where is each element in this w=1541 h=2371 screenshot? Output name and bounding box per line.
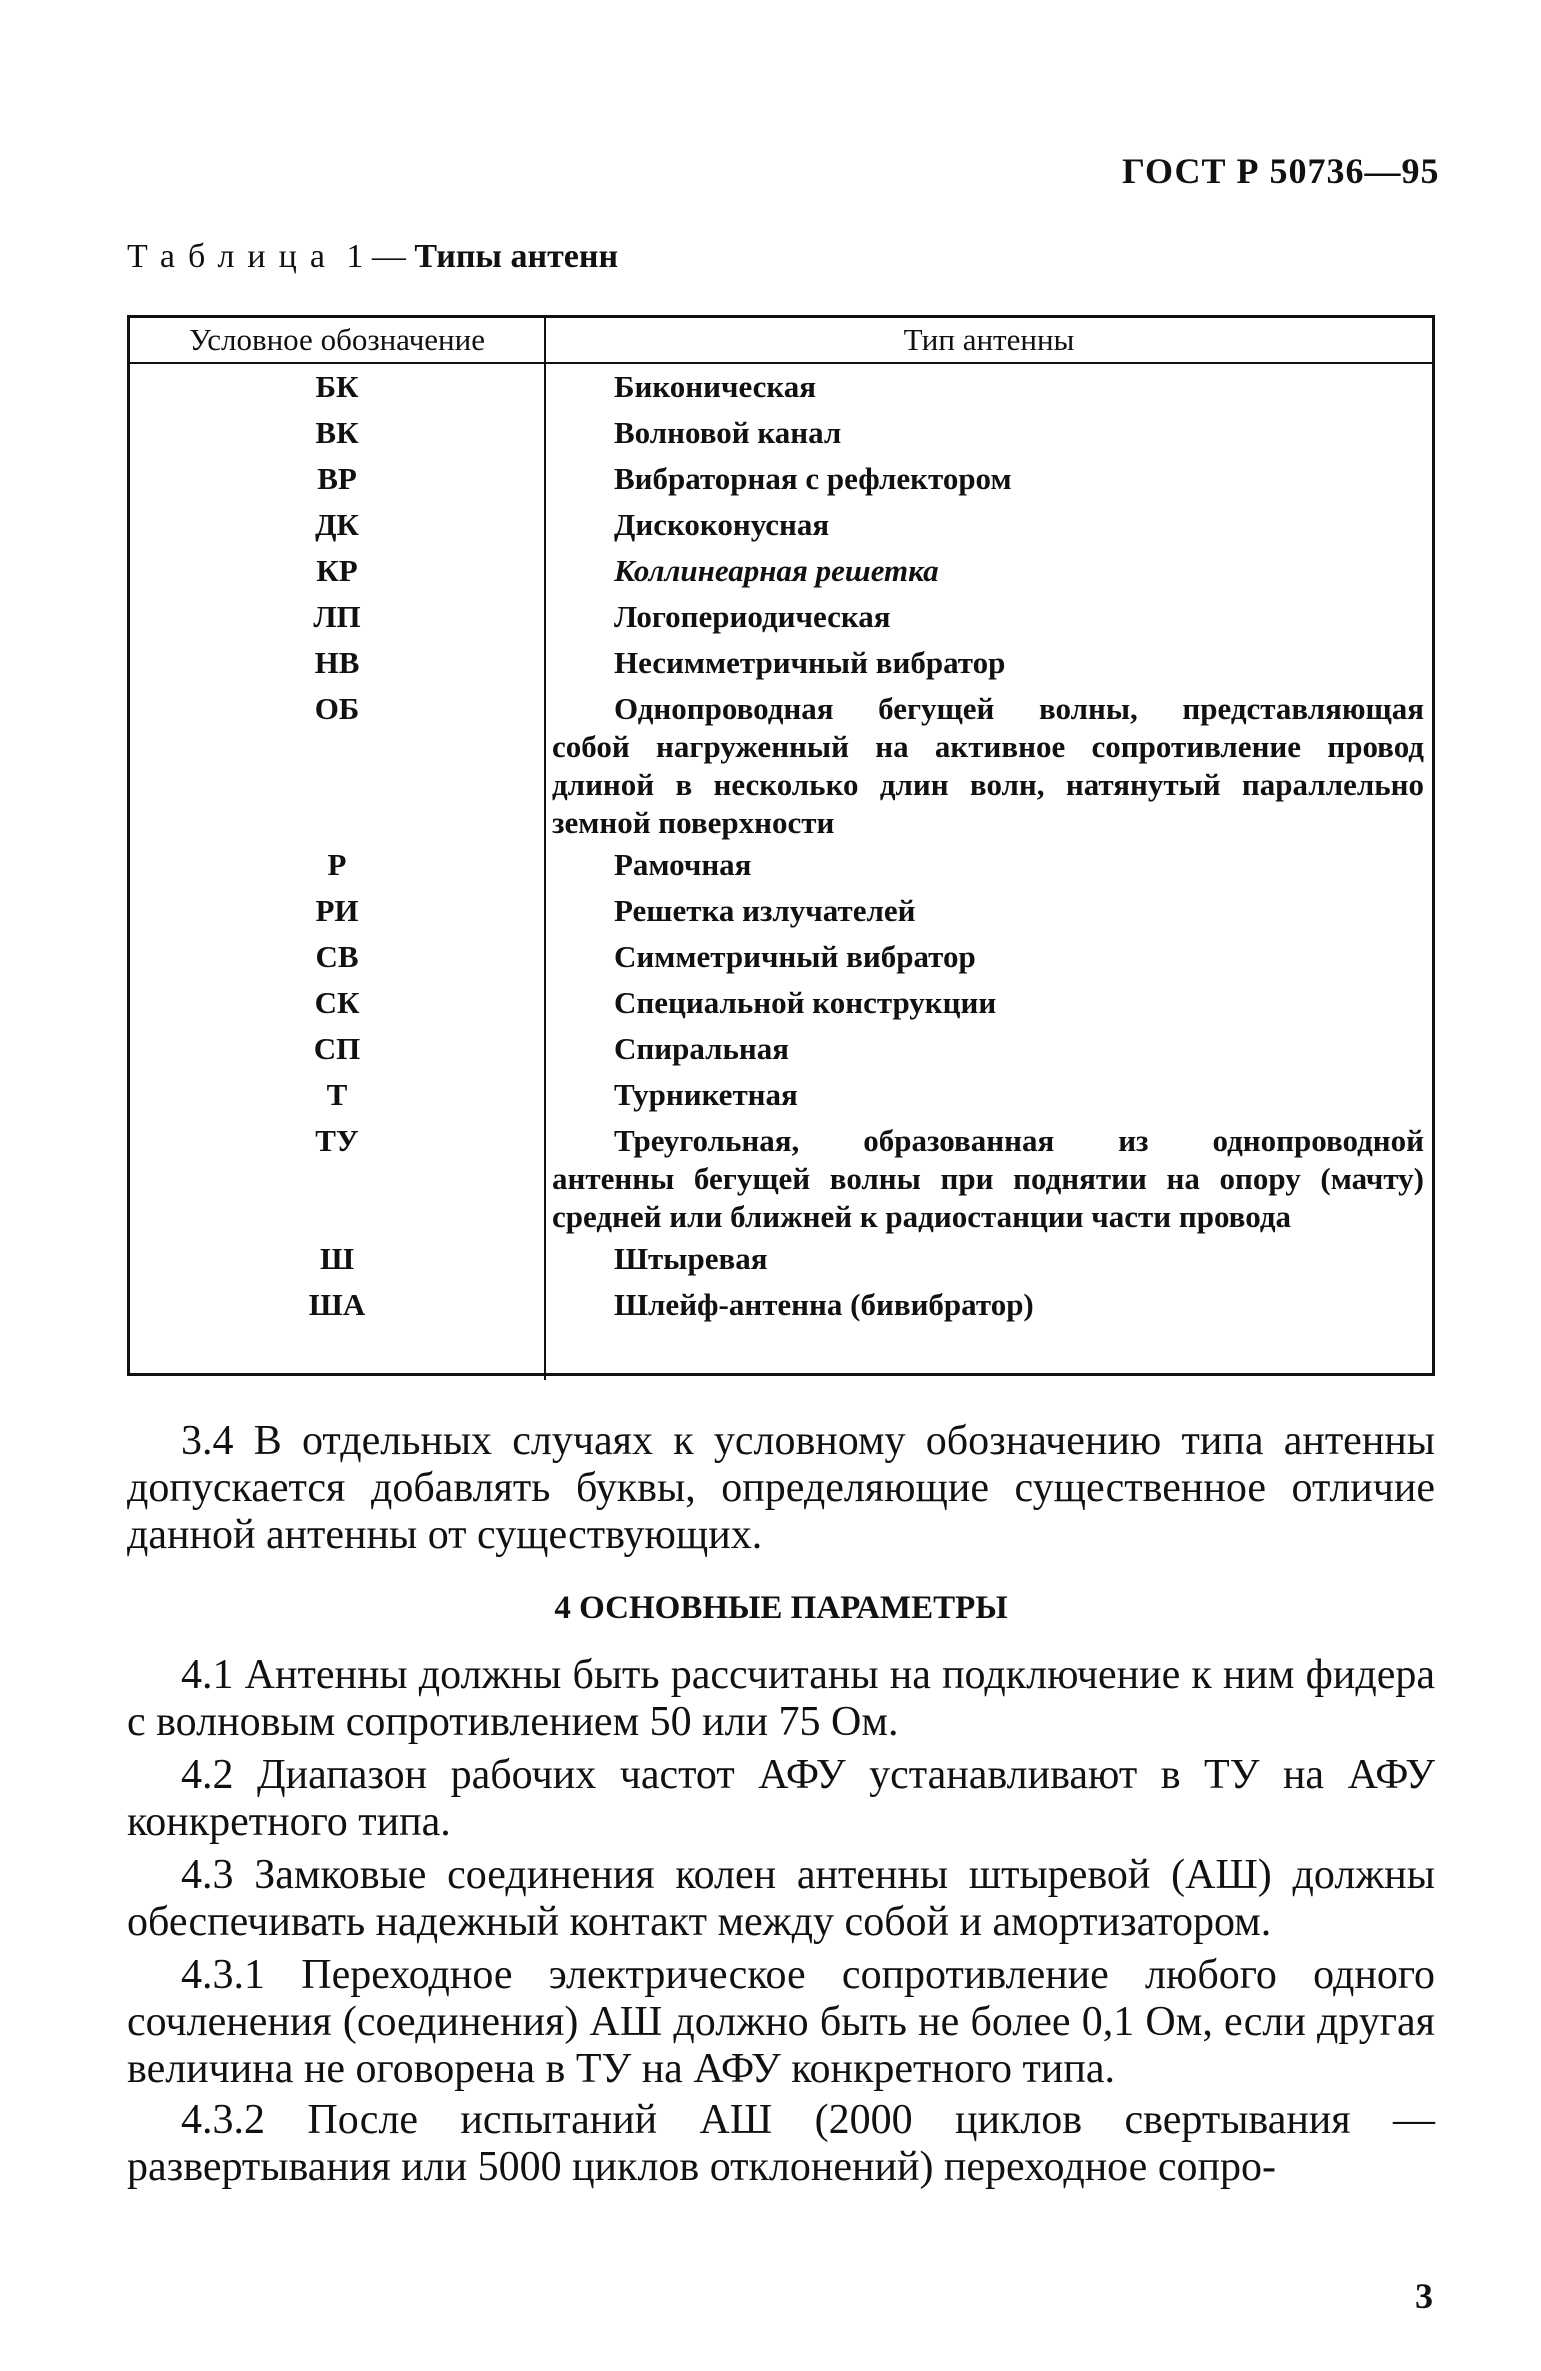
table-row bbox=[130, 1026, 1432, 1072]
antenna-code: ША bbox=[130, 1282, 545, 1328]
antenna-type-text: Логопериодическая bbox=[614, 599, 891, 634]
antenna-type bbox=[545, 363, 1432, 410]
antenna-type-text: Биконическая bbox=[614, 369, 817, 404]
antenna-code: СВ bbox=[130, 934, 545, 980]
antenna-type-text: Турникетная bbox=[614, 1077, 798, 1112]
antenna-code: ВК bbox=[130, 410, 545, 456]
antenna-type bbox=[545, 1282, 1432, 1328]
antenna-type-text: Специальной конструкции bbox=[614, 985, 997, 1020]
antenna-types-table bbox=[127, 315, 1435, 1376]
standard-code: ГОСТ Р 50736—95 bbox=[1122, 151, 1440, 191]
antenna-type bbox=[545, 686, 1432, 842]
antenna-type-text: Шлейф-антенна (бивибратор) bbox=[614, 1287, 1034, 1322]
antenna-code: Ш bbox=[130, 1236, 545, 1282]
table-row bbox=[130, 1236, 1432, 1282]
section-4-body bbox=[127, 1652, 1435, 2191]
table-row bbox=[130, 363, 1432, 410]
antenna-type-text: Спиральная bbox=[614, 1031, 790, 1066]
antenna-type-text: Треугольная, образованная из однопроводной bbox=[614, 1123, 1424, 1158]
table-row bbox=[130, 842, 1432, 888]
antenna-type bbox=[545, 1026, 1432, 1072]
table-row bbox=[130, 686, 1432, 842]
antenna-type bbox=[545, 934, 1432, 980]
table-row bbox=[130, 410, 1432, 456]
table-header-row bbox=[130, 318, 1432, 363]
clause-4-3-1: 4.3.1 Переходное электрическое сопротивление любого одного сочленения (соединения) АШ должно быть не более 0,1 Ом, если другая величина не оговорена в ТУ на АФУ конкретного типа. bbox=[127, 1952, 1435, 2092]
clause-4-3-2: 4.3.2 После испытаний АШ (2000 циклов свертывания — развертывания или 5000 циклов отклонений) переходное сопро- bbox=[127, 2097, 1435, 2190]
antenna-type-continuation: антенны бегущей волны при поднятии на опору (мачту) средней или ближней к радиостанции части провода bbox=[552, 1161, 1424, 1234]
clause-4-1: 4.1 Антенны должны быть рассчитаны на подключение к ним фидера с волновым сопротивлением 50 или 75 Ом. bbox=[127, 1652, 1435, 1745]
antenna-type-text: Вибраторная с рефлектором bbox=[614, 461, 1012, 496]
table-caption-dash: — bbox=[371, 238, 406, 275]
antenna-code: Т bbox=[130, 1072, 545, 1118]
antenna-code: СП bbox=[130, 1026, 545, 1072]
table-row bbox=[130, 934, 1432, 980]
antenna-code: СК bbox=[130, 980, 545, 1026]
antenna-code: РИ bbox=[130, 888, 545, 934]
column-header-type: Тип антенны bbox=[545, 318, 1432, 363]
antenna-type-continuation: собой нагруженный на активное сопротивление провод длиной в несколько длин волн, натянутый параллельно земной поверхности bbox=[552, 729, 1424, 840]
antenna-code: Р bbox=[130, 842, 545, 888]
table-caption-title: Типы антенн bbox=[414, 238, 619, 275]
table-row bbox=[130, 1282, 1432, 1328]
antenna-type-text: Штыревая bbox=[614, 1241, 768, 1276]
table-filler-cell bbox=[545, 1328, 1432, 1380]
clause-4-2: 4.2 Диапазон рабочих частот АФУ устанавливают в ТУ на АФУ конкретного типа. bbox=[127, 1752, 1435, 1845]
table-row bbox=[130, 980, 1432, 1026]
column-header-code: Условное обозначение bbox=[130, 318, 545, 363]
antenna-type bbox=[545, 410, 1432, 456]
table-caption-prefix: Таблица bbox=[127, 238, 338, 275]
table-row bbox=[130, 1072, 1432, 1118]
antenna-code: ЛП bbox=[130, 594, 545, 640]
antenna-type bbox=[545, 594, 1432, 640]
table-row bbox=[130, 888, 1432, 934]
table-filler-cell bbox=[130, 1328, 545, 1380]
antenna-type bbox=[545, 842, 1432, 888]
table-row bbox=[130, 594, 1432, 640]
antenna-code: ТУ bbox=[130, 1118, 545, 1236]
table-row bbox=[130, 548, 1432, 594]
antenna-type bbox=[545, 548, 1432, 594]
table-row bbox=[130, 640, 1432, 686]
antenna-code: ВР bbox=[130, 456, 545, 502]
clause-3-4-block bbox=[127, 1418, 1435, 1559]
table-row bbox=[130, 456, 1432, 502]
antenna-type bbox=[545, 1072, 1432, 1118]
antenna-code: НВ bbox=[130, 640, 545, 686]
antenna-code: ДК bbox=[130, 502, 545, 548]
antenna-type-text: Несимметричный вибратор bbox=[614, 645, 1006, 680]
antenna-type-text: Однопроводная бегущей волны, представляющая bbox=[614, 691, 1424, 726]
page-number: 3 bbox=[1415, 2276, 1433, 2316]
table-row bbox=[130, 1118, 1432, 1236]
antenna-type bbox=[545, 888, 1432, 934]
table-caption bbox=[127, 238, 618, 276]
antenna-type bbox=[545, 502, 1432, 548]
antenna-type-text: Дискоконусная bbox=[614, 507, 830, 542]
antenna-type bbox=[545, 980, 1432, 1026]
table-row bbox=[130, 502, 1432, 548]
antenna-type-text: Волновой канал bbox=[614, 415, 842, 450]
table-caption-number: 1 bbox=[346, 238, 364, 275]
clause-4-3: 4.3 Замковые соединения колен антенны штыревой (АШ) должны обеспечивать надежный контакт между собой и амортизатором. bbox=[127, 1852, 1435, 1945]
antenna-code: БК bbox=[130, 363, 545, 410]
antenna-type-text: Решетка излучателей bbox=[614, 893, 916, 928]
antenna-type-text: Симметричный вибратор bbox=[614, 939, 976, 974]
antenna-type-text: Рамочная bbox=[614, 847, 752, 882]
antenna-code: КР bbox=[130, 548, 545, 594]
antenna-code: ОБ bbox=[130, 686, 545, 842]
antenna-type bbox=[545, 1236, 1432, 1282]
clause-3-4: 3.4 В отдельных случаях к условному обозначению типа антенны допускается добавлять буквы, определяющие существенное отличие данной антенны от существующих. bbox=[127, 1418, 1435, 1558]
antenna-type-text: Коллинеарная решетка bbox=[614, 553, 939, 588]
section-4-heading: 4 ОСНОВНЫЕ ПАРАМЕТРЫ bbox=[554, 1590, 1008, 1626]
table-filler-row bbox=[130, 1328, 1432, 1380]
antenna-type bbox=[545, 456, 1432, 502]
antenna-type bbox=[545, 1118, 1432, 1236]
antenna-type bbox=[545, 640, 1432, 686]
